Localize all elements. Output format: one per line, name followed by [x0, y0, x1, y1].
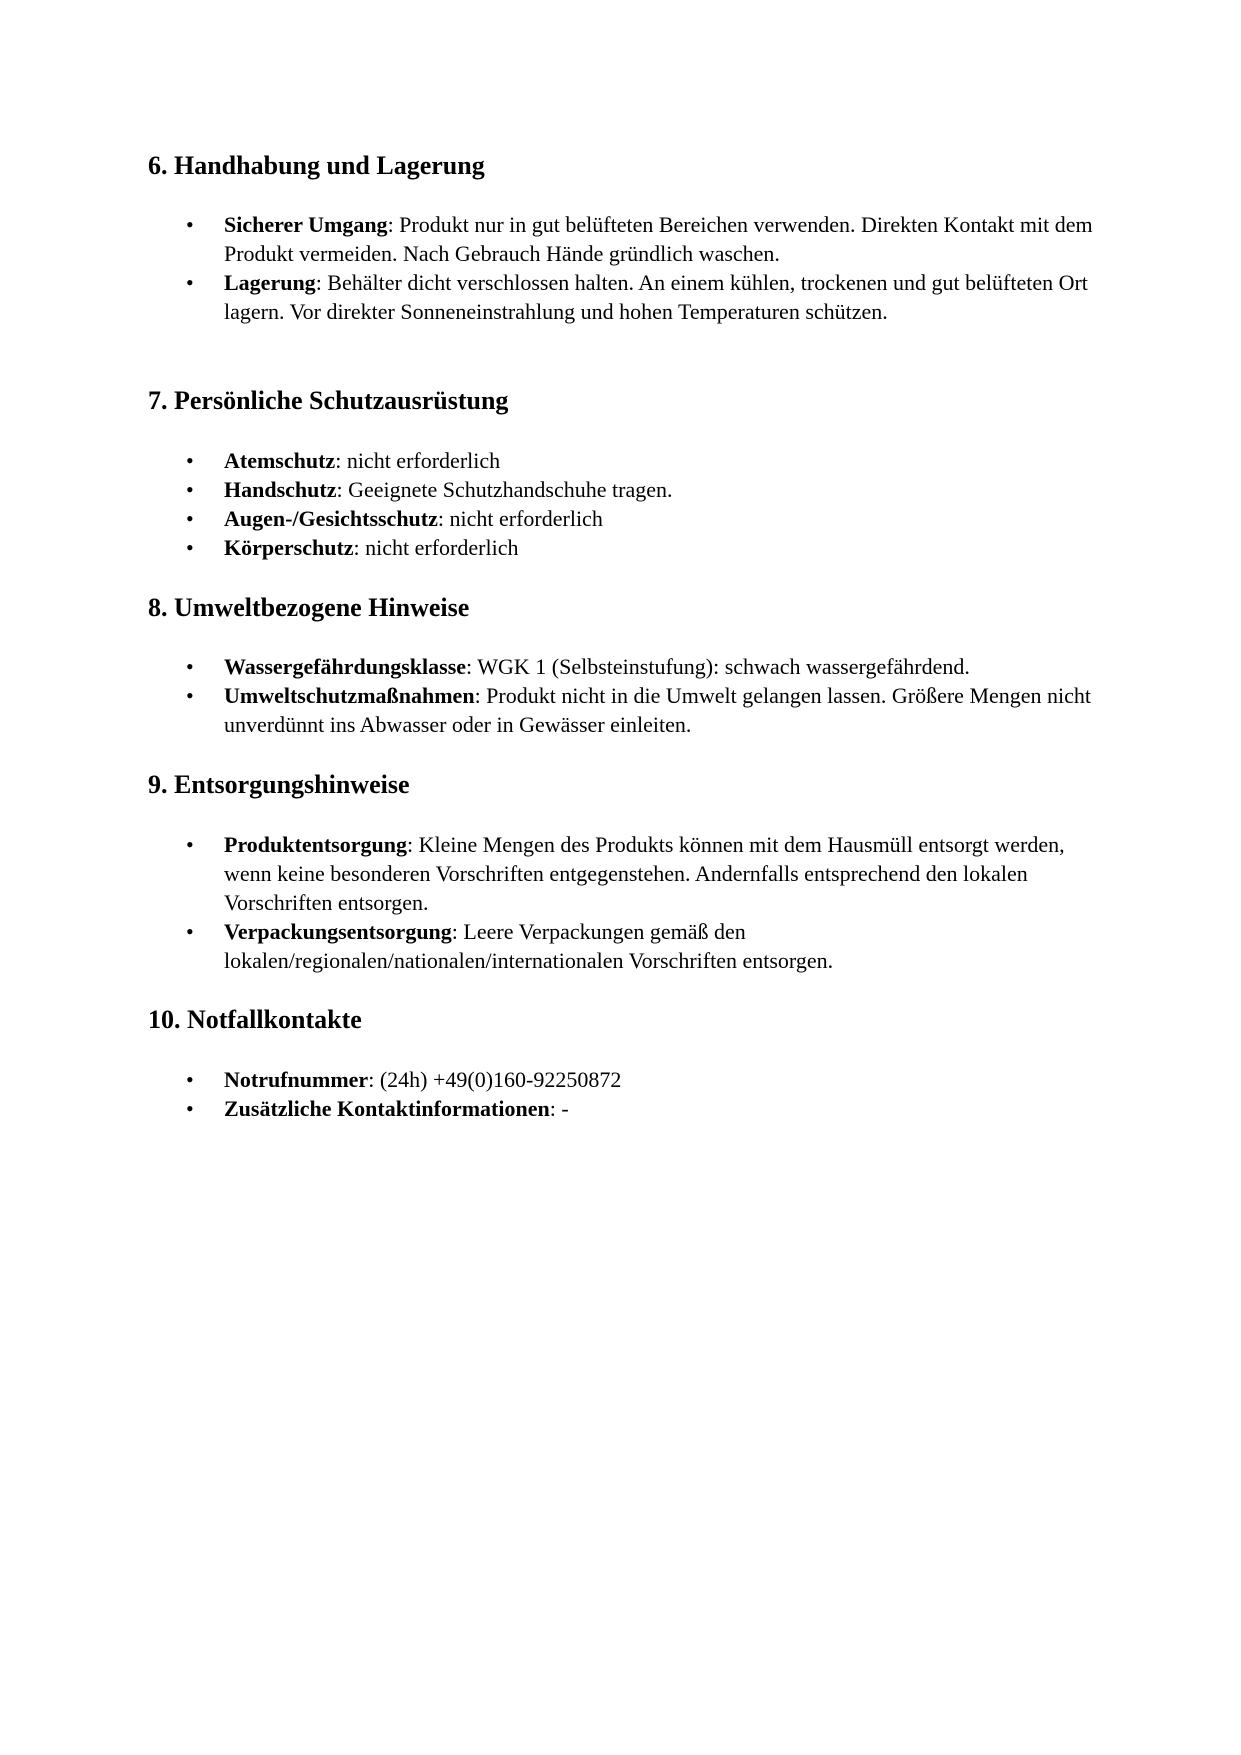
section-notfallkontakte [148, 1004, 1108, 1123]
item-label: Produktentsorgung [224, 832, 407, 857]
item-label: Sicherer Umgang [224, 212, 388, 237]
bullet-icon: • [186, 1096, 194, 1121]
bullet-icon: • [186, 535, 194, 560]
item-text: : Produkt nicht in die Umwelt gelangen lassen. Größere Mengen nicht unverdünnt ins Abwasser oder in Gewässer einleiten. [224, 683, 1092, 737]
item-text: : Leere Verpackungen gemäß den lokalen/regionalen/nationalen/internationalen Vorschriften entsorgen. [224, 919, 834, 973]
bullet-icon: • [186, 506, 194, 531]
list-item [148, 830, 1108, 917]
bullet-icon: • [186, 270, 194, 295]
list-item [148, 1094, 1108, 1123]
section-umweltbezogene-hinweise [148, 592, 1108, 739]
item-text: : nicht erforderlich [335, 448, 501, 473]
list-item [148, 268, 1108, 326]
item-label: Umweltschutzmaßnahmen [224, 683, 475, 708]
bullet-icon: • [186, 448, 194, 473]
item-label: Wassergefährdungsklasse [224, 654, 467, 679]
bullet-list [148, 652, 1108, 739]
item-label: Handschutz [224, 477, 337, 502]
item-text: : Behälter dicht verschlossen halten. An einem kühlen, trockenen und gut belüfteten Ort lagern. Vor direkter Sonneneinstrahlung und hohen Temperaturen schützen. [224, 270, 1088, 324]
section-heading: 7. Persönliche Schutzausrüstung [148, 386, 509, 415]
bullet-icon: • [186, 654, 194, 679]
item-label: Verpackungsentsorgung [224, 919, 452, 944]
section-schutzausruestung [148, 385, 1108, 562]
list-item [148, 475, 1108, 504]
item-text: : nicht erforderlich [437, 506, 603, 531]
bullet-icon: • [186, 1067, 194, 1092]
section-handhabung-lagerung [148, 150, 1108, 326]
list-item [148, 1065, 1108, 1094]
bullet-icon: • [186, 919, 194, 944]
section-heading: 9. Entsorgungshinweise [148, 770, 410, 799]
section-heading: 6. Handhabung und Lagerung [148, 151, 485, 180]
bullet-icon: • [186, 477, 194, 502]
item-text: : Produkt nur in gut belüfteten Bereichen verwenden. Direkten Kontakt mit dem Produkt vermeiden. Nach Gebrauch Hände gründlich waschen. [224, 212, 1093, 266]
section-heading: 10. Notfallkontakte [148, 1005, 362, 1034]
item-label: Körperschutz [224, 535, 354, 560]
bullet-list [148, 210, 1108, 326]
item-text: : Kleine Mengen des Produkts können mit dem Hausmüll entsorgt werden, wenn keine besonderen Vorschriften entgegenstehen. Andernfalls entsprechend den lokalen Vorschriften entsorgen. [224, 832, 1065, 915]
bullet-icon: • [186, 212, 194, 237]
list-item [148, 446, 1108, 475]
bullet-list [148, 830, 1108, 975]
item-label: Zusätzliche Kontaktinformationen [224, 1096, 550, 1121]
item-label: Notrufnummer [224, 1067, 369, 1092]
list-item [148, 652, 1108, 681]
bullet-icon: • [186, 832, 194, 857]
item-label: Augen-/Gesichtsschutz [224, 506, 438, 531]
item-text: : Geeignete Schutzhandschuhe tragen. [336, 477, 673, 502]
section-entsorgungshinweise [148, 769, 1108, 975]
item-text: : - [549, 1096, 569, 1121]
bullet-icon: • [186, 683, 194, 708]
list-item [148, 681, 1108, 739]
item-text: : nicht erforderlich [353, 535, 519, 560]
list-item [148, 210, 1108, 268]
item-text: : (24h) +49(0)160-92250872 [368, 1067, 622, 1092]
item-label: Lagerung [224, 270, 316, 295]
list-item [148, 533, 1108, 562]
bullet-list [148, 1065, 1108, 1123]
item-text: : WGK 1 (Selbsteinstufung): schwach wassergefährdend. [466, 654, 970, 679]
list-item [148, 917, 1108, 975]
section-heading: 8. Umweltbezogene Hinweise [148, 593, 470, 622]
list-item [148, 504, 1108, 533]
item-label: Atemschutz [224, 448, 336, 473]
bullet-list [148, 446, 1108, 562]
